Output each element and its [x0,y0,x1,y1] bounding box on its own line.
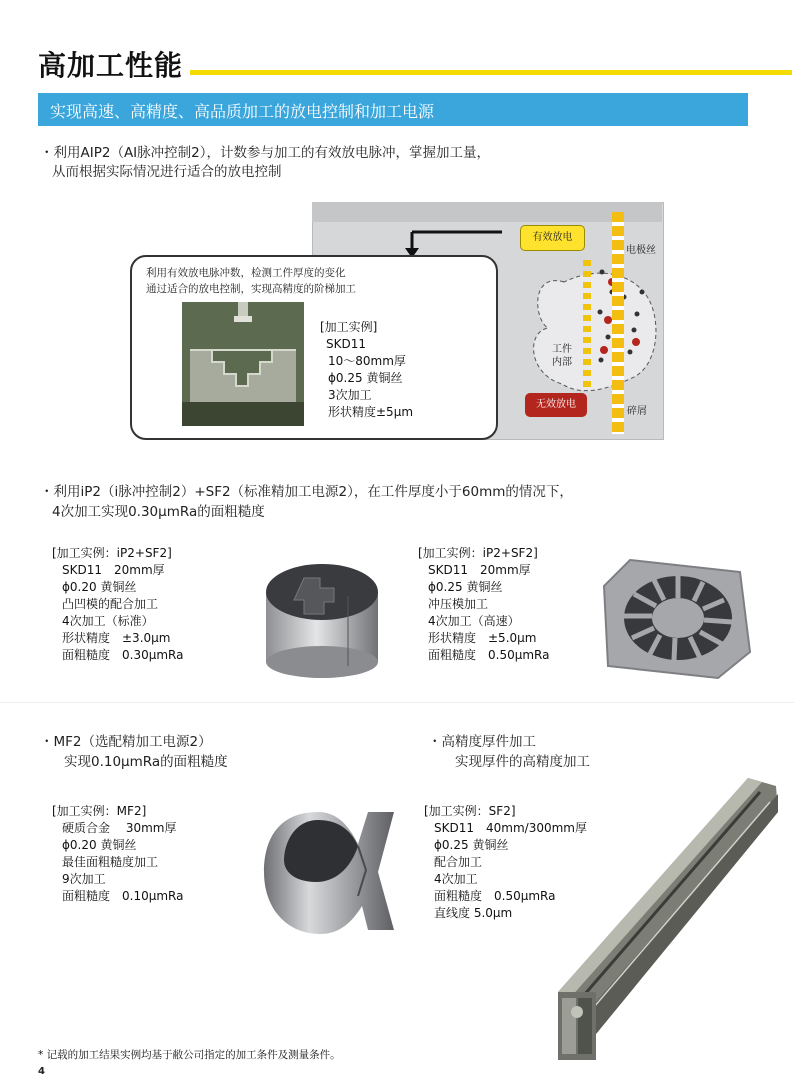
page-title: 高加工性能 [38,49,184,82]
example-ip2-punch-die [52,545,183,664]
ex2-spec-6: 面粗糙度 0.50μmRa [428,648,550,662]
electrode-wire [612,212,624,434]
ex1-spec-3: 凸凹模的配合加工 [62,597,159,611]
step-machining-photo [182,302,304,426]
long-bar-part-image [548,772,780,1062]
work-label-line1: 工件 [552,344,572,355]
ex3-spec-0: [加工实例：MF2] [52,804,147,818]
example-mf2 [52,803,183,905]
section3-right-line1: ・高精度厚件加工 [428,734,536,750]
ex2-spec-0: [加工实例：iP2+SF2] [418,546,538,560]
callout-box [130,255,498,440]
ex4-spec-0: [加工实例：SF2] [424,804,516,818]
ex1-spec-5: 形状精度 ±3.0μm [62,631,171,645]
ex4-spec-5: 面粗糙度 0.50μmRa [434,889,556,903]
ex4-spec-2: ϕ0.25 黄铜丝 [434,838,509,852]
ex4-spec-4: 4次加工 [434,872,478,886]
section1-bullet-line1: ・利用AIP2（AI脉冲控制2），计数参与加工的有效放电脉冲，掌握加工量， [40,145,491,161]
ex3-spec-1: 硬质合金 30mm厚 [62,821,177,835]
callout-spec-5: 形状精度±5μm [328,405,414,419]
section-banner [38,93,748,126]
ex1-spec-6: 面粗糙度 0.30μmRa [62,648,184,662]
callout-text [146,265,356,297]
ex1-spec-0: [加工实例：iP2+SF2] [52,546,172,560]
callout-spec [320,319,413,421]
footnote: * 记载的加工结果实例均基于敝公司指定的加工条件及测量条件。 [38,1049,341,1061]
ex3-spec-4: 9次加工 [62,872,106,886]
debris-label: 碎屑 [627,406,647,417]
effective-discharge-tag: 有效放电 [520,225,585,251]
cylinder-part-image [262,562,382,680]
section-divider [0,702,794,703]
banner-text: 实现高速、高精度、高品质加工的放电控制和加工电源 [50,102,435,121]
title-underline [190,70,792,75]
ex3-spec-5: 面粗糙度 0.10μmRa [62,889,184,903]
ex3-spec-3: 最佳面粗糙度加工 [62,855,159,869]
stator-plate-image [600,552,756,682]
callout-spec-0: [加工实例] [320,320,378,334]
ex2-spec-5: 形状精度 ±5.0μm [428,631,537,645]
ex3-spec-2: ϕ0.20 黄铜丝 [62,838,137,852]
callout-spec-4: 3次加工 [328,388,372,402]
example-ip2-press-die [418,545,549,664]
ex1-spec-2: ϕ0.20 黄铜丝 [62,580,137,594]
callout-spec-1: SKD11 [326,337,366,351]
callout-line2: 通过适合的放电控制，实现高精度的阶梯加工 [146,283,356,295]
callout-spec-2: 10～80mm厚 [328,354,406,368]
section3-left-line2: 实现0.10μmRa的面粗糙度 [64,754,228,770]
page-number: 4 [38,1066,45,1077]
ex4-spec-3: 配合加工 [434,855,483,869]
alpha-part-image [258,800,398,940]
ex2-spec-3: 冲压模加工 [428,597,489,611]
ex4-spec-6: 直线度 5.0μm [434,906,513,920]
ex2-spec-1: SKD11 20mm厚 [428,563,531,577]
callout-spec-3: ϕ0.25 黄铜丝 [328,371,403,385]
callout-line1: 利用有效放电脉冲数，检测工件厚度的变化 [146,267,346,279]
work-label-line2: 内部 [552,357,572,368]
section3-right-line2: 实现厚件的高精度加工 [455,754,590,770]
section1-bullet-line2: 从而根据实际情况进行适合的放电控制 [52,164,282,180]
ex2-spec-4: 4次加工（高速） [428,614,520,628]
ex1-spec-1: SKD11 20mm厚 [62,563,165,577]
ex2-spec-2: ϕ0.25 黄铜丝 [428,580,503,594]
wire-label: 电极丝 [626,245,656,256]
section2-bullet-line2: 4次加工实现0.30μmRa的面粗糙度 [52,504,265,520]
section2-bullet-line1: ・利用iP2（i脉冲控制2）+SF2（标准精加工电源2），在工件厚度小于60mm的情况下， [40,484,573,500]
ex1-spec-4: 4次加工（标准） [62,614,154,628]
invalid-discharge-tag: 无效放电 [525,393,587,417]
section3-left-line1: ・MF2（选配精加工电源2） [40,734,212,750]
ex4-spec-1: SKD11 40mm/300mm厚 [434,821,587,835]
